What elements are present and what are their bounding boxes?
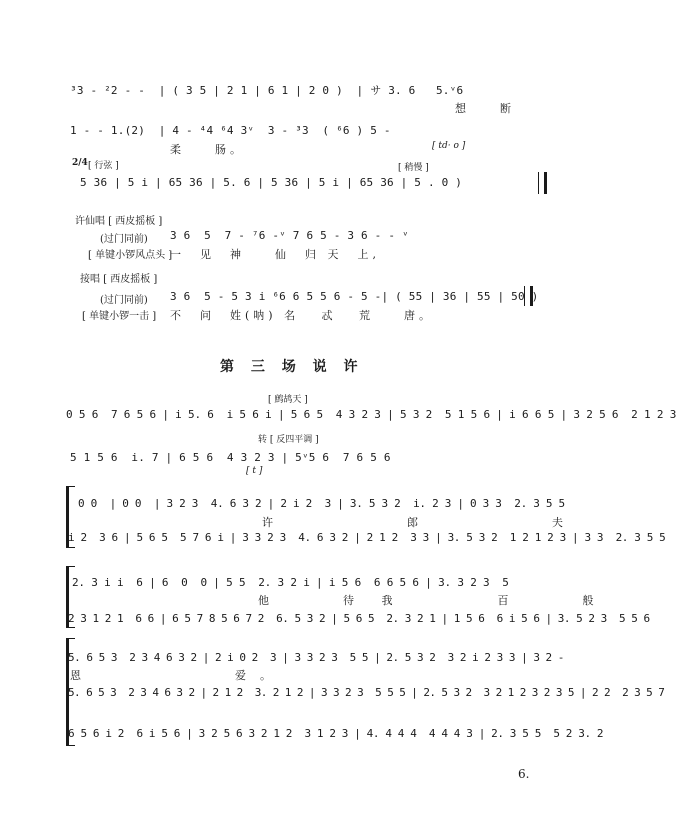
score-line: 0 5 6 7 6 5 6 | i 5. 6 i 5 6 i | 5 6 5 4 3 2 3 | 5 3 2 5 1 5 6 | i 6 6 5 | 3 2 5 6 2 1 2 3 bbox=[66, 408, 676, 421]
performance-mark: [ 稍慢 ] bbox=[398, 163, 429, 173]
lyrics-line: 恩 爱。 bbox=[70, 669, 285, 682]
score-line: ³3 - ²2 - - | ( 3 5 | 2 1 | 6 1 | 2 0 ) | サ 3. 6 5.ᵛ6 bbox=[70, 84, 464, 97]
score-line: 5 36 | 5 i | 65 36 | 5. 6 | 5 36 | 5 i | 65 36 | 5 . 0 ) bbox=[80, 176, 463, 189]
lyrics-line: 许 郎 夫 bbox=[262, 516, 587, 529]
percussion-label: [ 单键小锣风点头 ] bbox=[88, 250, 173, 261]
score-line: 1 - - 1.(2) | 4 - ⁴4 ⁶4 3ᵛ 3 - ³3 ( ⁶6 ) 5 - bbox=[70, 124, 391, 137]
section-title: 第 三 场 说 许 bbox=[220, 359, 364, 375]
instrument-label: (过门同前) bbox=[100, 234, 148, 245]
accompaniment-part: 2 3 1 2 1 6 6 | 6 5 7 8 5 6 7 2 6. 5 3 2 | 5 6 5 2. 3 2 1 | 1 5 6 6 i 5 6 | 3. 5 2 3 5 5 6 bbox=[68, 612, 650, 625]
accompaniment-part: i 2 3 6 | 5 6 5 5 7 6 i | 3 3 2 3 4. 6 3 2 | 2 1 2 3 3 | 3. 5 3 2 1 2 1 2 3 | 3 3 2. 3 5 5 bbox=[68, 531, 666, 544]
accompaniment-part: 5. 6 5 3 2 3 4 6 3 2 | 2 1 2 3. 2 1 2 | 3 3 2 3 5 5 5 | 2. 5 3 2 3 2 1 2 3 2 3 5 | 2 2 2 3 5 7 bbox=[68, 686, 665, 699]
score-line: 5 1 5 6 i. 7 | 6 5 6 4 3 2 3 | 5ᵛ5 6 7 6 5 6 bbox=[70, 451, 391, 464]
lyrics-line: 柔 肠。 bbox=[170, 143, 245, 156]
singer-label: 接唱 [ 西皮摇板 ] bbox=[80, 274, 158, 285]
lyrics-line: 想 断 bbox=[455, 102, 515, 115]
voice-part: 5. 6 5 3 2 3 4 6 3 2 | 2 i 0 2 3 | 3 3 2 3 5 5 | 2. 5 3 2 3 2 i 2 3 3 | 3 2 - bbox=[68, 651, 564, 664]
tempo-mark: [ td· o ] bbox=[432, 141, 466, 151]
voice-part: 2. 3 i i 6 | 6 0 0 | 5 5 2. 3 2 i | i 5 6 6 6 5 6 | 3. 3 2 3 5 bbox=[72, 576, 509, 589]
tune-label: 转 [ 反四平调 ] bbox=[258, 435, 319, 445]
percussion-label: [ 单键小锣一击 ] bbox=[82, 311, 157, 322]
accompaniment-part: 6 5 6 i 2 6 i 5 6 | 3 2 5 6 3 2 1 2 3 1 2 3 | 4. 4 4 4 4 4 4 3 | 2. 3 5 5 5 2 3. 2 bbox=[68, 727, 604, 740]
score-line: 3 6 5 - 5 3 i ⁶6 6 5 5 6 - 5 -| ( 55 | 36 | 55 | 50 ) bbox=[170, 290, 539, 303]
final-barline bbox=[524, 286, 533, 306]
voice-part: 0 0 | 0 0 | 3 2 3 4. 6 3 2 | 2 i 2 3 | 3. 5 3 2 i. 2 3 | 0 3 3 2. 3 5 5 bbox=[78, 497, 565, 510]
final-barline bbox=[538, 172, 547, 194]
lyrics-line: 一 见 神 仙 归 天 上, bbox=[170, 248, 380, 261]
time-signature: 2/4 bbox=[72, 158, 88, 168]
tempo-mark: [ t ] bbox=[246, 466, 263, 476]
tune-label: [ 鹧鸪天 ] bbox=[268, 395, 308, 405]
score-line: 3 6 5 7 - ⁷6 -ᵛ 7 6 5 - 3 6 - - ᵛ bbox=[170, 229, 409, 242]
lyrics-line: 不 问 姓(呐) 名 忒 荒 唐。 bbox=[170, 309, 435, 322]
performance-mark: [ 行弦 ] bbox=[88, 161, 119, 171]
singer-label: 许仙唱 [ 西皮摇板 ] bbox=[75, 216, 163, 227]
lyrics-line: 他 待 我 百 般 bbox=[258, 594, 606, 607]
instrument-label: (过门同前) bbox=[100, 295, 148, 306]
page-number: 6. bbox=[518, 767, 530, 781]
